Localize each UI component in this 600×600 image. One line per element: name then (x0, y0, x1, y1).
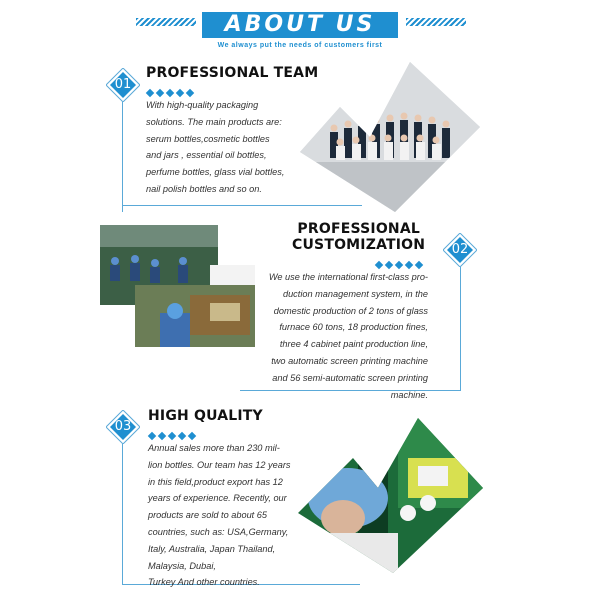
section-2-badge (443, 233, 477, 267)
section-3-text (148, 440, 290, 591)
title-banner (202, 12, 398, 38)
text-line: years of experience. Recently, our (148, 493, 287, 504)
text-line: Turkey And other countries. (148, 577, 260, 588)
section-1-number: 01 (114, 77, 132, 92)
text-line: nail polish bottles and so on. (146, 183, 262, 194)
section-2-title-line: CUSTOMIZATION (292, 237, 426, 253)
section-2-text (250, 269, 428, 403)
text-line: Annual sales more than 230 mil- (148, 443, 280, 453)
section-2-title (292, 221, 426, 253)
text-line: and 56 semi-automatic screen printing (272, 372, 428, 383)
text-line: perfume bottles, glass vial bottles, (146, 167, 285, 178)
text-line: machine. (390, 389, 428, 400)
quality-inspection-photo (298, 418, 483, 573)
section-2-number: 02 (451, 242, 469, 257)
section-3-diamonds (149, 426, 199, 436)
section-1-diamonds (147, 83, 197, 93)
text-line: domestic production of 2 tons of glass (273, 305, 428, 316)
text-line: We use the international first-class pro- (268, 272, 428, 282)
header-hatch-left (136, 18, 196, 26)
text-line: and jars , essential oil bottles, (146, 150, 267, 161)
section-2-title-line: PROFESSIONAL (297, 221, 420, 237)
team-photo (300, 62, 480, 212)
text-line: Malaysia, Dubai, (148, 560, 216, 571)
header-hatch-right (406, 18, 466, 26)
section-2-diamonds (376, 255, 426, 265)
text-line: in this field,product export has 12 (148, 476, 283, 487)
page-subtitle: We always put the needs of customers first (217, 42, 383, 49)
text-line: two automatic screen printing machine (271, 355, 428, 366)
section-3-number: 03 (114, 419, 132, 434)
text-line: With high-quality packaging (146, 100, 259, 110)
text-line: countries, such as: USA,Germany, (148, 526, 289, 537)
section-3-title: HIGH QUALITY (148, 408, 263, 424)
section-1-text (146, 97, 284, 198)
section-1-title: PROFESSIONAL TEAM (146, 65, 319, 81)
text-line: furnace 60 tons, 18 production fines, (279, 322, 428, 333)
text-line: products are sold to about 65 (148, 510, 268, 521)
section-3-vline (122, 444, 123, 584)
text-line: duction management system, in the (282, 288, 428, 299)
text-line: solutions. The main products are: (146, 116, 282, 127)
text-line: serum bottles,cosmetic bottles (146, 133, 270, 144)
section-3-badge (106, 410, 140, 444)
section-1-vline (122, 102, 123, 212)
text-line: Italy, Australia, Japan Thailand, (148, 543, 276, 554)
factory-photo (100, 225, 255, 347)
page-title: ABOUT US (224, 12, 376, 37)
text-line: three 4 cabinet paint production line, (279, 339, 428, 350)
section-2-vline (460, 267, 461, 390)
text-line: lion bottles. Our team has 12 years (148, 459, 291, 470)
section-1-badge (106, 68, 140, 102)
